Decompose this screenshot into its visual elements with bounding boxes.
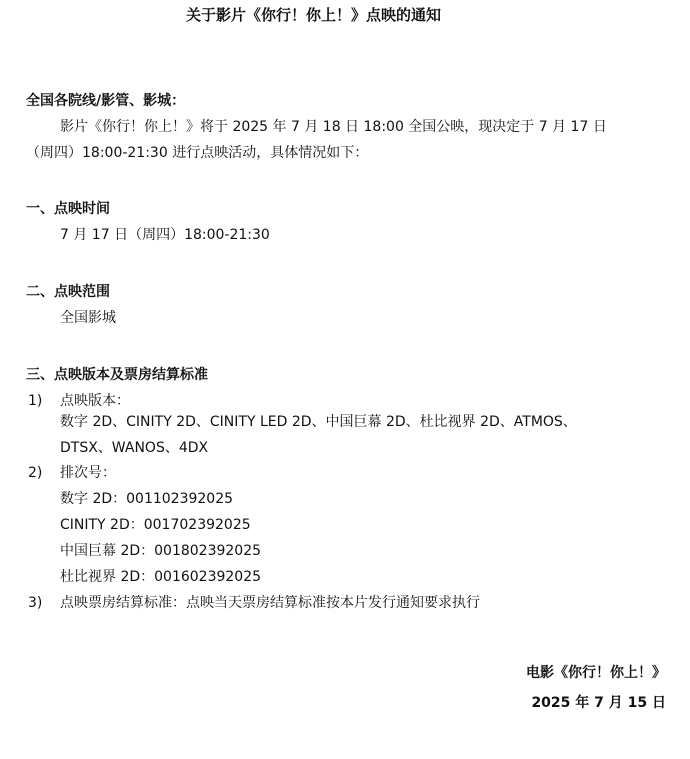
session-code-line: 中国巨幕 2D：001802392025 <box>60 543 262 559</box>
intro-line-1: 影片《你行！你上！》将于 2025 年 7 月 18 日 18:00 全国公映，现决定于 7 月 17 日 <box>60 119 607 135</box>
item-2-label: 排次号： <box>60 465 116 481</box>
signature-date: 2025 年 7 月 15 日 <box>531 695 666 711</box>
item-3-number: 3) <box>28 595 43 611</box>
section-1-content: 7 月 17 日（周四）18:00-21:30 <box>60 227 270 243</box>
section-2-heading: 二、点映范围 <box>26 284 110 300</box>
session-code-line: 杜比视界 2D：001602392025 <box>60 569 262 585</box>
versions-line-2: DTSX、WANOS、4DX <box>60 440 209 456</box>
item-2-number: 2) <box>28 465 43 481</box>
section-1-heading: 一、点映时间 <box>26 201 110 217</box>
item-3-text: 点映票房结算标准：点映当天票房结算标准按本片发行通知要求执行 <box>60 595 480 611</box>
signature: 电影《你行！你上！》 <box>526 665 666 681</box>
document-title: 关于影片《你行！你上！》点映的通知 <box>186 6 442 24</box>
section-2-content: 全国影城 <box>60 310 116 326</box>
session-code-line: CINITY 2D：001702392025 <box>60 517 251 533</box>
section-3-heading: 三、点映版本及票房结算标准 <box>26 367 208 383</box>
intro-line-2: （周四）18:00-21:30 进行点映活动，具体情况如下： <box>26 145 369 161</box>
item-1-number: 1) <box>28 393 43 409</box>
item-1-label: 点映版本： <box>60 393 130 409</box>
versions-line-1: 数字 2D、CINITY 2D、CINITY LED 2D、中国巨幕 2D、杜比视界 2D、ATMOS、 <box>60 414 577 430</box>
session-code-line: 数字 2D：001102392025 <box>60 491 234 507</box>
addressee: 全国各院线/影管、影城： <box>26 93 186 109</box>
